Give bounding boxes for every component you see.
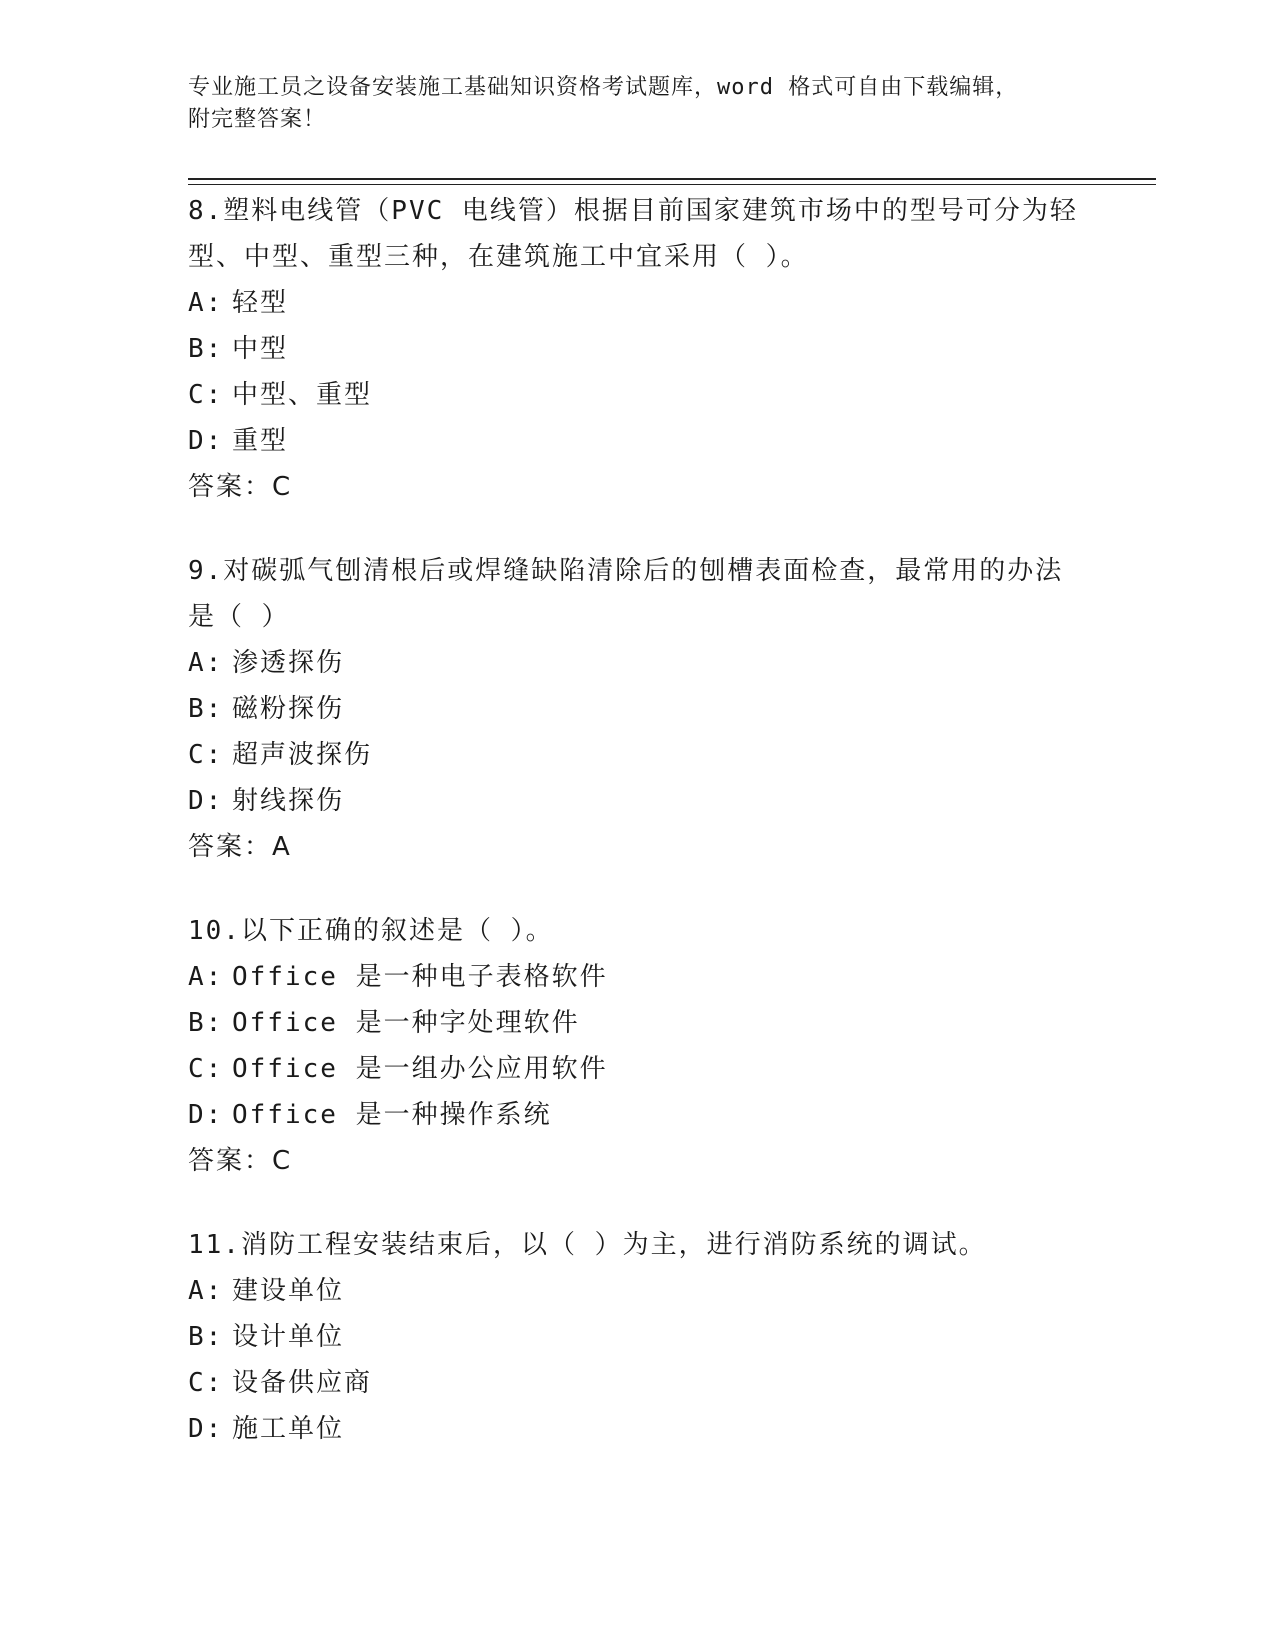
option-text: 重型 bbox=[232, 426, 289, 456]
option-b bbox=[188, 326, 1088, 372]
question-11 bbox=[188, 1222, 1088, 1452]
option-key: D: bbox=[188, 1414, 224, 1444]
answer-line: 答案：A bbox=[188, 832, 292, 862]
option-key: A: bbox=[188, 288, 224, 318]
option-d bbox=[188, 1406, 1088, 1452]
question-stem: 9.对碳弧气刨清根后或焊缝缺陷清除后的刨槽表面检查，最常用的办法是（ ） bbox=[188, 556, 1064, 632]
option-text: 施工单位 bbox=[232, 1414, 345, 1444]
option-key: A: bbox=[188, 1276, 224, 1306]
option-c bbox=[188, 732, 1088, 778]
option-b bbox=[188, 1000, 1088, 1046]
option-key: A: bbox=[188, 648, 224, 678]
option-key: B: bbox=[188, 334, 224, 364]
answer-line: 答案：C bbox=[188, 472, 293, 502]
question-stem: 11.消防工程安装结束后，以（ ）为主，进行消防系统的调试。 bbox=[188, 1230, 987, 1260]
option-text: 设备供应商 bbox=[232, 1368, 373, 1398]
option-d bbox=[188, 778, 1088, 824]
document-header bbox=[188, 72, 1068, 136]
option-key: C: bbox=[188, 1368, 224, 1398]
option-d bbox=[188, 1092, 1088, 1138]
option-a bbox=[188, 954, 1088, 1000]
option-b bbox=[188, 1314, 1088, 1360]
option-key: B: bbox=[188, 694, 224, 724]
option-d bbox=[188, 418, 1088, 464]
option-text: 设计单位 bbox=[232, 1322, 345, 1352]
option-key: C: bbox=[188, 740, 224, 770]
option-text: 超声波探伤 bbox=[232, 740, 373, 770]
header-divider-thin bbox=[188, 184, 1156, 185]
option-text: Office 是一种操作系统 bbox=[232, 1100, 552, 1130]
option-key: D: bbox=[188, 426, 224, 456]
question-10 bbox=[188, 908, 1088, 1184]
header-line-1: 专业施工员之设备安装施工基础知识资格考试题库，word 格式可自由下载编辑， bbox=[188, 75, 1019, 100]
option-text: 渗透探伤 bbox=[232, 648, 345, 678]
option-key: D: bbox=[188, 1100, 224, 1130]
option-text: 轻型 bbox=[232, 288, 289, 318]
option-key: B: bbox=[188, 1322, 224, 1352]
option-key: D: bbox=[188, 786, 224, 816]
option-text: Office 是一种字处理软件 bbox=[232, 1008, 580, 1038]
option-text: 射线探伤 bbox=[232, 786, 345, 816]
option-a bbox=[188, 1268, 1088, 1314]
option-key: B: bbox=[188, 1008, 224, 1038]
question-8 bbox=[188, 188, 1088, 510]
option-text: 中型 bbox=[232, 334, 289, 364]
option-b bbox=[188, 686, 1088, 732]
question-9 bbox=[188, 548, 1088, 870]
option-text: Office 是一种电子表格软件 bbox=[232, 962, 608, 992]
option-key: A: bbox=[188, 962, 224, 992]
option-a bbox=[188, 640, 1088, 686]
option-text: Office 是一组办公应用软件 bbox=[232, 1054, 608, 1084]
question-stem: 8.塑料电线管（PVC 电线管）根据目前国家建筑市场中的型号可分为轻型、中型、重型三种，在建筑施工中宜采用（ ）。 bbox=[188, 196, 1078, 272]
option-key: C: bbox=[188, 380, 224, 410]
option-a bbox=[188, 280, 1088, 326]
option-c bbox=[188, 1046, 1088, 1092]
option-text: 中型、重型 bbox=[232, 380, 373, 410]
header-divider-thick bbox=[188, 178, 1156, 180]
option-c bbox=[188, 1360, 1088, 1406]
question-stem: 10.以下正确的叙述是（ ）。 bbox=[188, 916, 554, 946]
option-text: 建设单位 bbox=[232, 1276, 345, 1306]
option-text: 磁粉探伤 bbox=[232, 694, 345, 724]
option-key: C: bbox=[188, 1054, 224, 1084]
option-c bbox=[188, 372, 1088, 418]
answer-line: 答案：C bbox=[188, 1146, 293, 1176]
question-list bbox=[188, 188, 1088, 1490]
header-line-2: 附完整答案！ bbox=[188, 107, 327, 132]
